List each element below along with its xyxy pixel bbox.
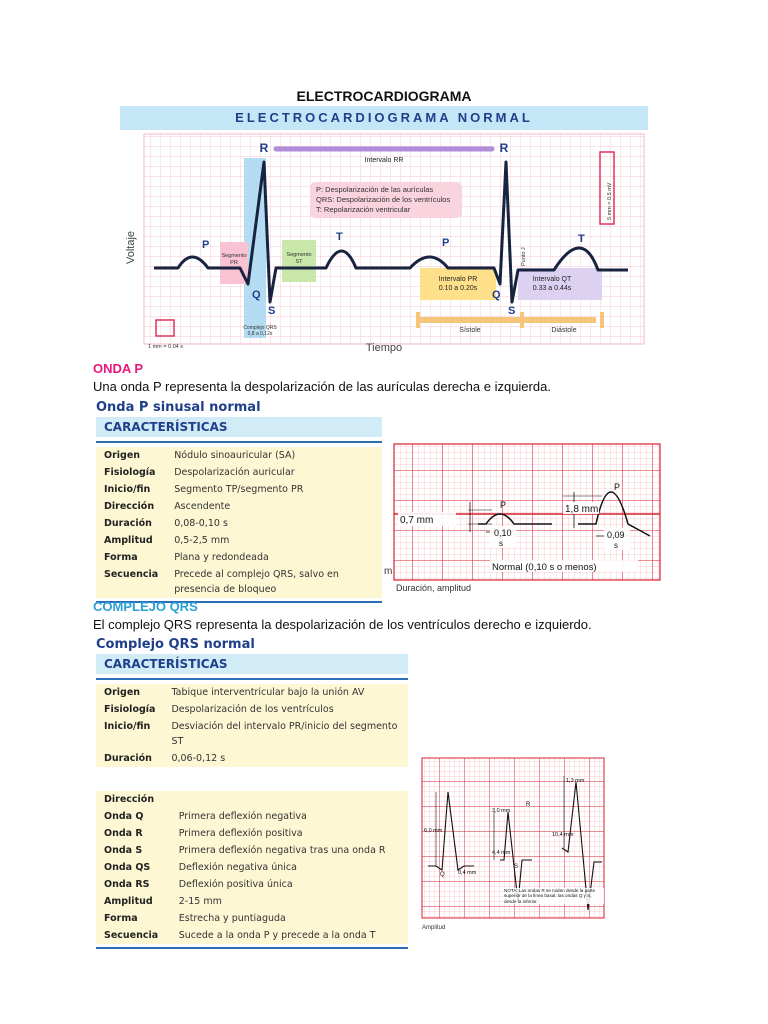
table-row: Inicio/fin Desviación del intervalo PR/inicio del segmento ST [104, 721, 398, 747]
qrs-note: NOTA: Las ondas R se miden desde la parte superior de la línea basal; las ondas Q y S, desde la inferior. [504, 888, 604, 904]
diastole-label: Diástole [551, 327, 577, 334]
s-label-1: S [268, 305, 276, 317]
table-row: Secuencia Sucede a la onda P y precede a la onda T [104, 930, 376, 941]
table-row: Amplitud 0,5-2,5 mm [104, 535, 230, 546]
qrs-text: El complejo QRS representa la despolarización de los ventrículos derecho e izquierdo. [93, 617, 592, 632]
qrs-measure-2: 3,0 mm [492, 808, 511, 814]
table-row: Onda R Primera deflexión positiva [104, 828, 303, 839]
qrs-table-1 [96, 684, 408, 767]
qrs-measure-1: 6,0 mm [424, 828, 443, 834]
r-label-1: R [259, 141, 269, 155]
segment-pr-label: Segmento PR [221, 253, 247, 266]
segment-st-label: Segmento ST [286, 252, 312, 265]
qrs-characteristics-card [96, 637, 408, 949]
qrs-s-label: S [514, 864, 519, 870]
sistole-label: Sístole [459, 327, 481, 334]
s-label-2: S [508, 305, 516, 317]
p-label-1: P [202, 239, 210, 251]
qrs-table-2 [96, 791, 408, 944]
qrs-measure-3: 4,4 mm [492, 850, 511, 856]
table-row: Fisiología Despolarización de los ventrículos [104, 704, 334, 715]
p-duration-left: 0,10 [494, 528, 512, 538]
table-row: Forma Estrecha y puntiaguda [104, 913, 286, 924]
table-row: Origen Nódulo sinoauricular (SA) [104, 450, 296, 461]
p-amplitude-big: 1,8 mm [565, 504, 599, 515]
table-row: Duración 0,06-0,12 s [104, 753, 226, 764]
q-label-1: Q [252, 289, 261, 301]
p-wave-label-left: P [500, 500, 507, 510]
legend-p: P: Despolarización de las aurículas [316, 185, 434, 194]
p-duration-unit-right: s [614, 541, 618, 550]
table-row: Origen Tabique interventricular bajo la unión AV [104, 687, 365, 698]
table-row: Dirección [104, 794, 155, 805]
qrs-r-label: R [526, 802, 531, 808]
onda-p-heading: ONDA P [93, 361, 144, 376]
pr-interval-label: Intervalo PR 0.10 a 0.20s [438, 276, 478, 292]
onda-p-table [96, 447, 382, 598]
p-amplitude-small: 0,7 mm [400, 515, 434, 526]
punto-j-label: Punto J [521, 247, 527, 266]
table-row: Onda Q Primera deflexión negativa [104, 811, 307, 822]
table-row: Forma Plana y redondeada [104, 552, 269, 563]
table-row: Fisiología Despolarización auricular [104, 467, 295, 478]
r-label-2: R [499, 141, 509, 155]
rr-interval-label: Intervalo RR [364, 157, 404, 164]
table-row: Duración 0,08-0,10 s [104, 518, 228, 529]
p-duration-unit-left: s [499, 539, 503, 548]
t-label-2: T [578, 233, 585, 245]
onda-p-band: CARACTERÍSTICAS [96, 417, 382, 437]
qrs-measure-5: 1,3 mm [566, 778, 585, 784]
qrs-heading: COMPLEJO QRS [93, 599, 198, 614]
qt-interval-label: Intervalo QT 0.33 a 0.44s [532, 276, 572, 292]
p-label-2: P [442, 237, 450, 249]
onda-p-characteristics-card [96, 400, 382, 603]
legend-t: T: Repolarización ventricular [316, 205, 411, 214]
p-wave-label-right: P [614, 482, 621, 492]
table-row: Dirección Ascendente [104, 501, 231, 512]
p-duration-right: 0,09 [607, 530, 625, 540]
qrs-card-title: Complejo QRS normal [96, 637, 255, 652]
ecg-normal-figure [120, 106, 648, 356]
t-label-1: T [336, 231, 343, 243]
qrs-figure [414, 756, 606, 934]
q-label-2: Q [492, 289, 501, 301]
voltage-scale-label: 5 mm = 0.5 mV [607, 182, 613, 220]
onda-p-figure [382, 440, 664, 600]
legend-qrs: QRS: Despolarización de los ventrículos [316, 195, 451, 204]
qrs-measure-4: 0,4 mm [458, 870, 477, 876]
table-row: Amplitud 2-15 mm [104, 896, 222, 907]
document-title: ELECTROCARDIOGRAMA [296, 88, 472, 104]
onda-p-card-title: Onda P sinusal normal [96, 400, 261, 415]
p-figure-edge-text: m [384, 566, 393, 577]
table-row: Onda RS Deflexión positiva única [104, 879, 293, 890]
voltaje-axis-label: Voltaje [125, 230, 137, 264]
table-row: Inicio/fin Segmento TP/segmento PR [104, 484, 304, 495]
table-row: Onda QS Deflexión negativa única [104, 862, 297, 873]
table-row: Secuencia Precede al complejo QRS, salvo en presencia de bloqueo [104, 569, 339, 595]
p-figure-subcaption: Duración, amplitud [396, 583, 472, 593]
qrs-complex-label: Complejo QRS 0,8 a 0,12s [243, 325, 277, 337]
ecg-banner: ELECTROCARDIOGRAMA NORMAL [235, 110, 533, 125]
qrs-band: CARACTERÍSTICAS [96, 654, 408, 674]
qrs-q-label: Q [440, 872, 445, 878]
p-normal-caption: Normal (0,10 s o menos) [492, 562, 597, 573]
qrs-measure-6: 10,4 mm [552, 832, 574, 838]
qrs-figure-subcaption: Amplitud [422, 925, 446, 931]
table-row: Onda S Primera deflexión negativa tras una onda R [104, 845, 386, 856]
tiempo-axis-label: Tiempo [365, 342, 403, 354]
time-scale-label: 1 mm = 0.04 s [148, 344, 184, 350]
onda-p-text: Una onda P representa la despolarización de las aurículas derecha e izquierda. [93, 379, 551, 394]
